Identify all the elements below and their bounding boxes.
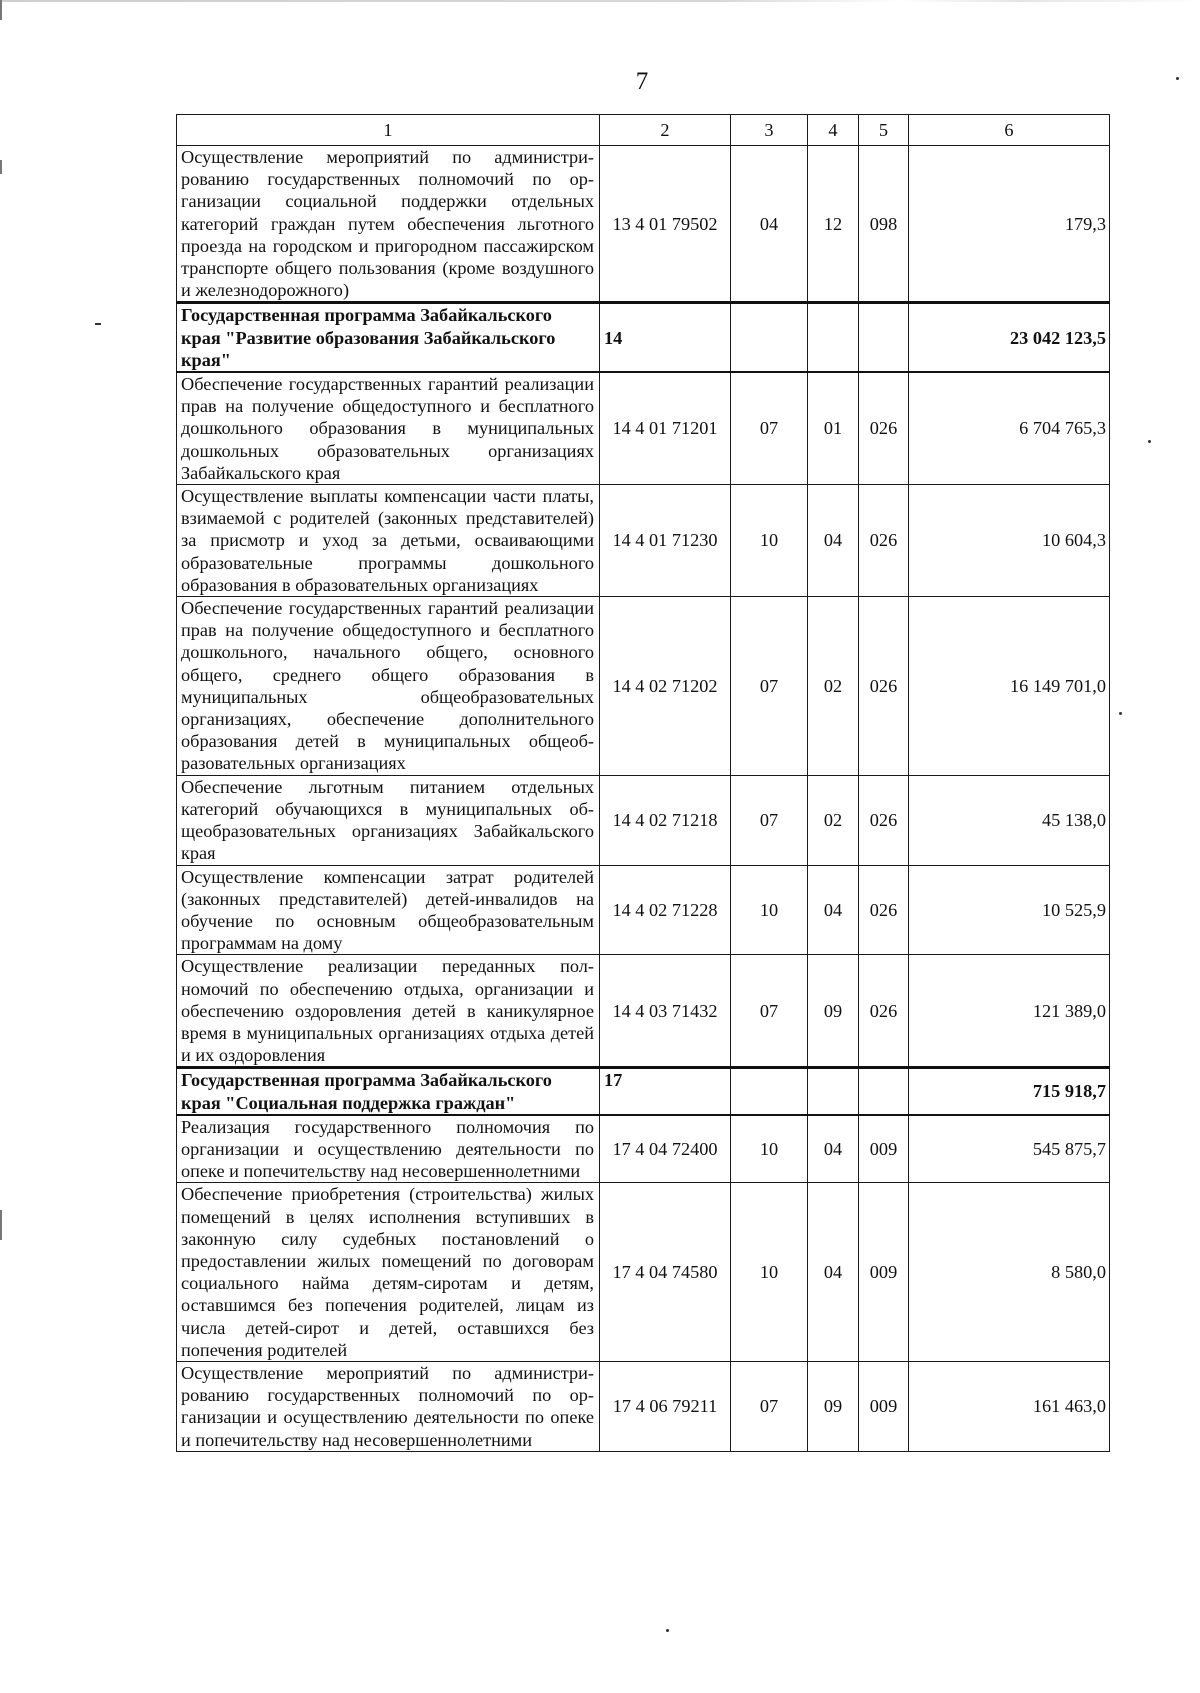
row-amount: 6 704 765,3 bbox=[909, 372, 1110, 485]
table-row bbox=[177, 372, 1110, 485]
budget-table bbox=[176, 114, 1110, 1452]
row-expense-type-code: 026 bbox=[859, 955, 909, 1068]
row-name: Осуществление реализации переданных полномочий по обеспечению отдыха, организации и обеспечению оздоровления детей в каникулярное время в муниципальных организациях отдыха детей и их оздоровления bbox=[177, 955, 600, 1068]
column-header-rz: 3 bbox=[731, 115, 808, 146]
row-csr-code: 14 bbox=[600, 303, 731, 372]
row-amount: 45 138,0 bbox=[909, 775, 1110, 865]
row-subsection-code: 04 bbox=[808, 1183, 859, 1362]
row-subsection-code: 09 bbox=[808, 955, 859, 1068]
row-name: Обеспечение льготным питанием отдельных категорий обучающихся в муниципальных общеобразовательных организациях Забайкальского края bbox=[177, 775, 600, 865]
row-csr-code: 17 bbox=[600, 1068, 731, 1115]
row-amount: 715 918,7 bbox=[909, 1068, 1110, 1115]
row-name: Государственная программа Забайкальского края "Развитие образования Забайкальского края" bbox=[177, 303, 600, 372]
row-expense-type-code: 026 bbox=[859, 485, 909, 597]
row-name: Осуществление выплаты компенсации части платы, взимаемой с родителей (законных представителей) за присмотр и уход за детьми, осваивающими образовательные программы дошкольного образования в образовательных организациях bbox=[177, 485, 600, 597]
table-row bbox=[177, 775, 1110, 865]
row-csr-code: 17 4 04 74580 bbox=[600, 1183, 731, 1362]
column-header-pr: 4 bbox=[808, 115, 859, 146]
scan-edge-line bbox=[0, 0, 1200, 2]
scan-speck bbox=[1119, 712, 1122, 715]
row-name: Осуществление мероприятий по администрированию государственных полномочий по организации социальной поддержки отдельных категорий граждан путем обеспечения льготного проезда на городском и пригородном пассажирском транспорте общего пользования (кроме воздушного и железнодорожного) bbox=[177, 146, 600, 303]
row-expense-type-code: 009 bbox=[859, 1361, 909, 1451]
row-section-code bbox=[731, 1068, 808, 1115]
scan-speck bbox=[1176, 77, 1179, 80]
row-section-code bbox=[731, 303, 808, 372]
row-section-code: 04 bbox=[731, 146, 808, 303]
column-header-amount: 6 bbox=[909, 115, 1110, 146]
row-section-code: 07 bbox=[731, 1361, 808, 1451]
row-expense-type-code: 026 bbox=[859, 865, 909, 955]
row-expense-type-code: 098 bbox=[859, 146, 909, 303]
row-subsection-code: 01 bbox=[808, 372, 859, 485]
scan-edge-mark bbox=[0, 1210, 2, 1240]
table-row bbox=[177, 485, 1110, 597]
table-row bbox=[177, 955, 1110, 1068]
table-row bbox=[177, 1183, 1110, 1362]
row-amount: 161 463,0 bbox=[909, 1361, 1110, 1451]
row-expense-type-code bbox=[859, 303, 909, 372]
row-subsection-code: 02 bbox=[808, 597, 859, 776]
row-section-code: 07 bbox=[731, 372, 808, 485]
row-csr-code: 17 4 04 72400 bbox=[600, 1115, 731, 1183]
row-amount: 10 604,3 bbox=[909, 485, 1110, 597]
column-header-name: 1 bbox=[177, 115, 600, 146]
row-csr-code: 14 4 02 71228 bbox=[600, 865, 731, 955]
row-name: Государственная программа Забайкальского края "Социальная поддержка граждан" bbox=[177, 1068, 600, 1115]
row-amount: 8 580,0 bbox=[909, 1183, 1110, 1362]
table-row bbox=[177, 146, 1110, 303]
table-row bbox=[177, 1115, 1110, 1183]
row-subsection-code: 09 bbox=[808, 1361, 859, 1451]
row-csr-code: 13 4 01 79502 bbox=[600, 146, 731, 303]
scan-speck bbox=[666, 1629, 669, 1632]
scan-edge-mark bbox=[0, 0, 2, 20]
row-csr-code: 14 4 02 71202 bbox=[600, 597, 731, 776]
table-header-row bbox=[177, 115, 1110, 146]
row-subsection-code bbox=[808, 1068, 859, 1115]
column-header-csr: 2 bbox=[600, 115, 731, 146]
row-section-code: 07 bbox=[731, 597, 808, 776]
row-name: Обеспечение государственных гарантий реализации прав на получение общедоступного и бесплатного дошкольного, начального общего, основного общего, среднего общего образования в муниципальных общеобразовательных организациях, обеспечение дополнительного образования детей в муниципальных общеобразовательных организациях bbox=[177, 597, 600, 776]
row-subsection-code: 04 bbox=[808, 1115, 859, 1183]
row-amount: 121 389,0 bbox=[909, 955, 1110, 1068]
row-amount: 179,3 bbox=[909, 146, 1110, 303]
row-subsection-code: 02 bbox=[808, 775, 859, 865]
row-name: Осуществление компенсации затрат родителей (законных представителей) детей-инвалидов на обучение по основным общеобразовательным программам на дому bbox=[177, 865, 600, 955]
row-expense-type-code: 026 bbox=[859, 597, 909, 776]
scan-speck bbox=[95, 323, 101, 325]
row-name: Реализация государственного полномочия по организации и осуществлению деятельности по опеке и попечительству над несовершеннолетними bbox=[177, 1115, 600, 1183]
row-subsection-code: 12 bbox=[808, 146, 859, 303]
row-section-code: 10 bbox=[731, 1183, 808, 1362]
row-section-code: 07 bbox=[731, 775, 808, 865]
row-csr-code: 17 4 06 79211 bbox=[600, 1361, 731, 1451]
row-csr-code: 14 4 01 71201 bbox=[600, 372, 731, 485]
row-csr-code: 14 4 01 71230 bbox=[600, 485, 731, 597]
row-section-code: 10 bbox=[731, 865, 808, 955]
row-name: Обеспечение приобретения (строительства) жилых помещений в целях исполнения вступивших в законную силу судебных постановлений о предоставлении жилых помещений по договорам социального найма детям-сиротам и детям, оставшимся без попечения родителей, лицам из числа детей-сирот и детей, оставшихся без попечения родителей bbox=[177, 1183, 600, 1362]
table-row bbox=[177, 1361, 1110, 1451]
row-amount: 545 875,7 bbox=[909, 1115, 1110, 1183]
row-subsection-code: 04 bbox=[808, 485, 859, 597]
row-expense-type-code: 009 bbox=[859, 1115, 909, 1183]
row-section-code: 10 bbox=[731, 1115, 808, 1183]
page-number: 7 bbox=[635, 68, 649, 95]
row-amount: 10 525,9 bbox=[909, 865, 1110, 955]
row-amount: 23 042 123,5 bbox=[909, 303, 1110, 372]
row-amount: 16 149 701,0 bbox=[909, 597, 1110, 776]
column-header-vr: 5 bbox=[859, 115, 909, 146]
table-row bbox=[177, 865, 1110, 955]
row-subsection-code: 04 bbox=[808, 865, 859, 955]
row-csr-code: 14 4 02 71218 bbox=[600, 775, 731, 865]
row-subsection-code bbox=[808, 303, 859, 372]
row-expense-type-code: 009 bbox=[859, 1183, 909, 1362]
row-name: Осуществление мероприятий по администрированию государственных полномочий по организации и осуществлению деятельности по опеке и попечительству над несовершеннолетними bbox=[177, 1361, 600, 1451]
scan-speck bbox=[1148, 440, 1151, 443]
row-expense-type-code bbox=[859, 1068, 909, 1115]
row-expense-type-code: 026 bbox=[859, 775, 909, 865]
row-section-code: 07 bbox=[731, 955, 808, 1068]
row-name: Обеспечение государственных гарантий реализации прав на получение общедоступного и бесплатного дошкольного образования в муниципальных дошкольных образовательных организациях Забайкальского края bbox=[177, 372, 600, 485]
program-row bbox=[177, 303, 1110, 372]
row-expense-type-code: 026 bbox=[859, 372, 909, 485]
table-row bbox=[177, 597, 1110, 776]
scan-edge-mark bbox=[0, 160, 2, 174]
program-row bbox=[177, 1068, 1110, 1115]
row-csr-code: 14 4 03 71432 bbox=[600, 955, 731, 1068]
row-section-code: 10 bbox=[731, 485, 808, 597]
